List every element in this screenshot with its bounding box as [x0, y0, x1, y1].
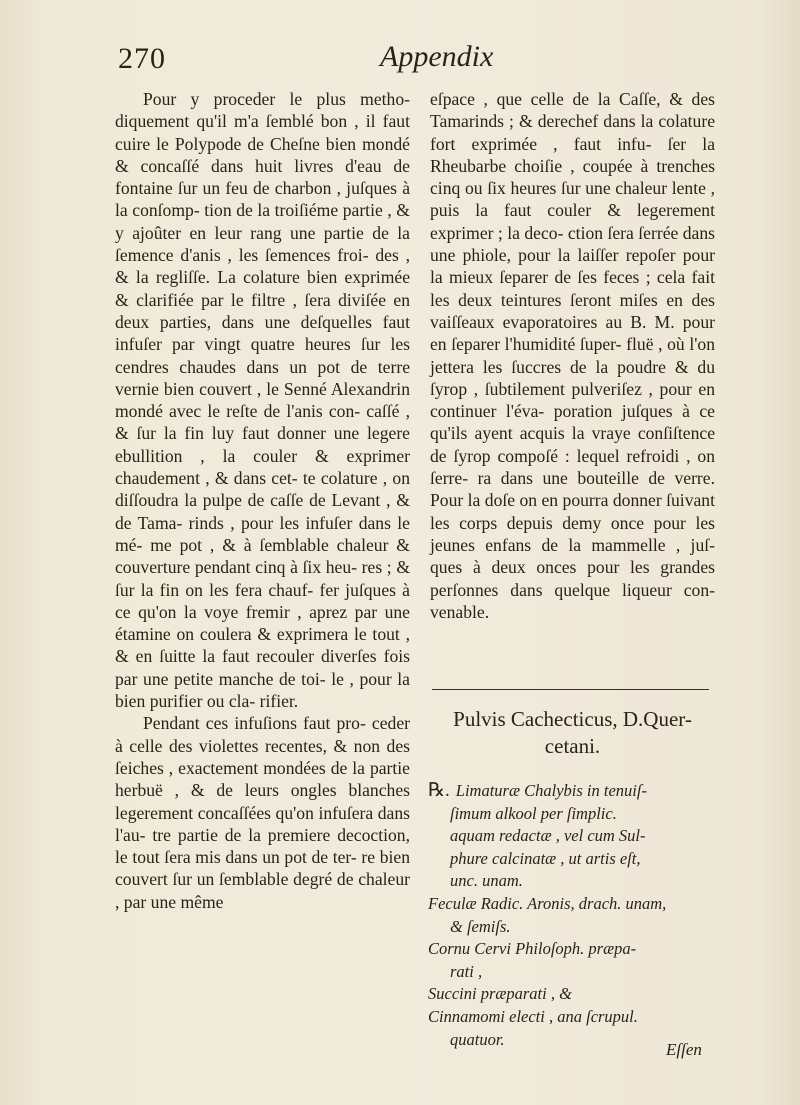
recipe: [428, 780, 718, 1051]
recipe-line: quatuor.: [450, 1029, 505, 1049]
paragraph: eſpace , que celle de la Caſſe, & des Tamarinds ; & derechef dans la colature fort exprimée , faut infu- ſer la Rheubarbe choiſie , coupée à trenches cinq ou ſix heures ſur une chaleur lente , puis la faut couler & legerement exprimer ; la deco- ction ſera ſerrée dans une phiole, pour la laiſſer repoſer pour la mieux ſeparer de ſes feces ; cela fait les deux teintures ſeront miſes en des vaiſſeaux evaporatoires au B. M. pour en ſeparer l'humidité ſuper- fluë , où l'on jettera les ſuccres de la poudre & du ſyrop , ſubtilement pulveriſez , pour en continuer l'éva- poration juſques à ce qu'ils ayent acquis la vraye conſiſtence de ſyrop compoſé : lequel refroidi , on ſerre- ra dans une bouteille de verre. Pour la doſe on en pourra donner ſuivant les corps depuis demy once pour les jeunes enfans de la mammelle , juſ- ques à deux onces pour les grandes perſonnes dans quelque liqueur con- venable.: [430, 89, 715, 622]
recipe-line: Succini præparati , &: [428, 984, 572, 1004]
recipe-line: Cornu Cervi Philoſoph. præpa-: [428, 939, 637, 959]
recipe-line: ℞. Limaturæ Chalybis in tenuiſ-: [428, 780, 647, 801]
recipe-symbol: ℞.: [428, 780, 450, 801]
recipe-line: ſimum alkool per ſimplic.: [450, 803, 617, 823]
running-head: Appendix: [380, 40, 494, 73]
recipe-line: Feculæ Radic. Aronis, drach. unam,: [428, 893, 667, 913]
section-title: Pulvis Cachecticus, D.Quer- cetani.: [453, 707, 692, 758]
recipe-line: phure calcinatæ , ut artis eſt,: [450, 848, 641, 868]
recipe-line: & ſemiſs.: [450, 916, 511, 936]
recipe-line: rati ,: [450, 961, 483, 981]
recipe-line: unc. unam.: [450, 871, 523, 891]
section-divider: [432, 689, 709, 690]
right-column: [430, 88, 715, 623]
paragraph: Pendant ces infuſions faut pro- ceder à celle des violettes recentes, & non des ſeiches , exactement mondées de la partie herbuë , & de leurs ongles blanches legerement concaſſées qu'on infuſera dans l'au- tre partie de la premiere decoction, le tout ſera mis dans un pot de ter- re bien couvert ſur un ſemblable degré de chaleur , par une même: [115, 713, 410, 912]
paragraph: Pour y proceder le plus metho- diquement qu'il m'a ſemblé bon , il faut cuire le Polypode de Cheſne bien mondé & concaſſé dans huit livres d'eau de fontaine ſur un feu de charbon , juſques à la conſomp- tion de la troiſiéme partie , & y ajoûter en leur rang une partie de la ſemence d'anis , les ſemences froi- des , & la regliſſe. La colature bien exprimée & clarifiée par le filtre , ſera diviſée en deux parties, dans une deſquelles faut infuſer par vingt quatre heures ſur les cendres chaudes dans un pot de terre vernie bien couvert , le Senné Alexandrin mondé avec le reſte de l'anis con- caſſé , & ſur la fin luy faut donner une legere ebullition , la couler & exprimer chaudement , & dans cet- te colature , on diſſoudra la pulpe de caſſe de Levant , & de Tama- rinds , pour les infuſer dans le mé- me pot , & à ſemblable chaleur & couverture pendant cinq à ſix heu- res ; & ſur la fin on les fera chauf- fer juſques à ce qu'on la voye fremir , aprez par une étamine on coulera & exprimera le tout , & en ſuitte la faut recouler diverſes fois par une petite manche de toi- le , pour la bien purifier ou cla- rifier.: [115, 89, 410, 712]
recipe-line: Cinnamomi electi , ana ſcrupul.: [428, 1006, 638, 1026]
left-column: [115, 88, 410, 913]
catchword: Eſſen: [666, 1040, 702, 1059]
page-number: 270: [118, 42, 166, 75]
recipe-line: aquam redactæ , vel cum Sul-: [450, 826, 646, 846]
